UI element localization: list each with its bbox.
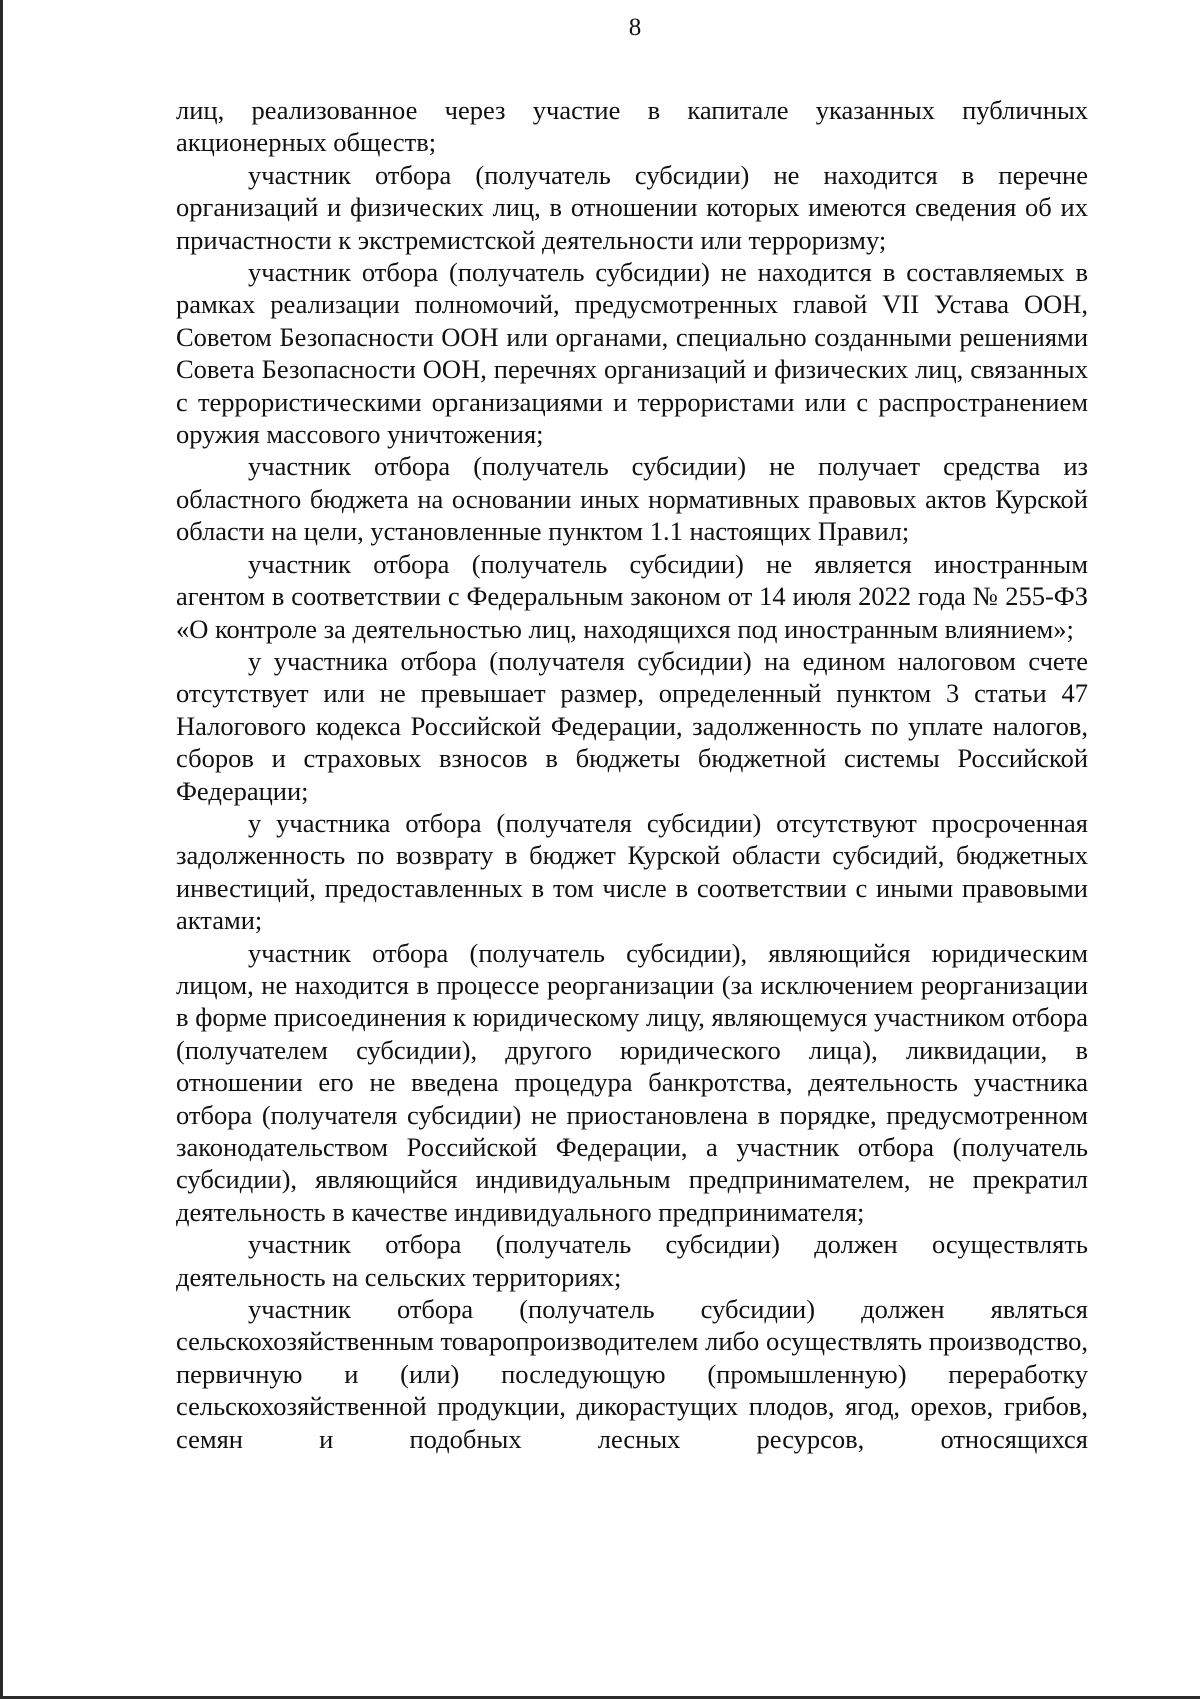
paragraph-8: участник отбора (получатель субсидии), являющийся юридическим лицом, не находится в процессе реорганизации (за исключением реорганизации в форме присоединения к юридическому лицу, являющемуся участником отбора (получателем субсидии), другого юридического лица), ликвидации, в отношении его не введена процедура банкротства, деятельность участника отбора (получателя субсидии) не приостановлена в порядке, предусмотренном законодательством Российской Федерации, а участник отбора (получатель субсидии), являющийся индивидуальным предпринимателем, не прекратил деятельность в качестве индивидуального предпринимателя;: [176, 937, 1088, 1227]
paragraph-1: лиц, реализованное через участие в капитале указанных публичных акционерных обществ;: [176, 95, 1088, 158]
paragraph-5: участник отбора (получатель субсидии) не является иностранным агентом в соответствии с Федеральным законом от 14 июля 2022 года № 255-ФЗ «О контроле за деятельностью лиц, находящихся под иностранным влиянием»;: [176, 548, 1088, 644]
paragraph-2: участник отбора (получатель субсидии) не находится в перечне организаций и физических лиц, в отношении которых имеются сведения об их причастности к экстремистской деятельности или терроризму;: [176, 159, 1088, 255]
paragraph-7: у участника отбора (получателя субсидии) отсутствуют просроченная задолженность по возврату в бюджет Курской области субсидий, бюджетных инвестиций, предоставленных в том числе в соответствии с иными правовыми актами;: [176, 807, 1088, 936]
scan-border-left: [0, 0, 3, 1699]
paragraph-3: участник отбора (получатель субсидии) не находится в составляемых в рамках реализации полномочий, предусмотренных главой VII Устава ООН, Советом Безопасности ООН или органами, специально созданными решениями Совета Безопасности ООН, перечнях организаций и физических лиц, связанных с террористическими организациями и террористами или с распространением оружия массового уничтожения;: [176, 257, 1088, 450]
page-number: 8: [628, 14, 642, 41]
document-body: [176, 94, 1088, 1455]
paragraph-4: участник отбора (получатель субсидии) не получает средства из областного бюджета на основании иных нормативных правовых актов Курской области на цели, установленные пунктом 1.1 настоящих Правил;: [176, 451, 1088, 547]
paragraph-6: у участника отбора (получателя субсидии) на едином налоговом счете отсутствует или не превышает размер, определенный пунктом 3 статьи 47 Налогового кодекса Российской Федерации, задолженность по уплате налогов, сборов и страховых взносов в бюджеты бюджетной системы Российской Федерации;: [176, 645, 1088, 806]
paragraph-10: участник отбора (получатель субсидии) должен являться сельскохозяйственным товаропроизводителем либо осуществлять производство, первичную и (или) последующую (промышленную) переработку сельскохозяйственной продукции, дикорастущих плодов, ягод, орехов, грибов, семян и подобных лесных ресурсов, относящихся: [176, 1294, 1088, 1454]
paragraph-9: участник отбора (получатель субсидии) должен осуществлять деятельность на сельских территориях;: [176, 1229, 1088, 1292]
